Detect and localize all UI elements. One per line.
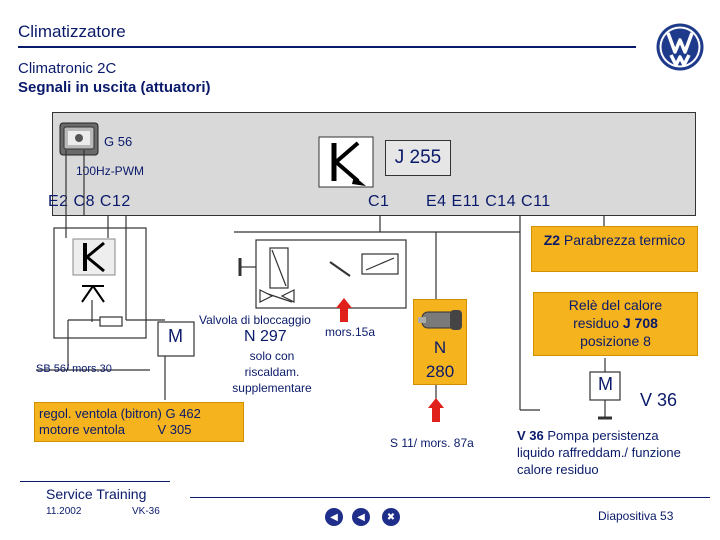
rele-line-2: residuo	[573, 315, 619, 331]
s11-label: S 11/ mors. 87a	[390, 436, 474, 450]
nav-close-icon[interactable]: ✖	[382, 508, 400, 526]
n280-num: 280	[425, 362, 455, 381]
z2-code: Z2	[543, 232, 561, 248]
fan-module-relay-icon	[72, 238, 116, 276]
rele-box	[533, 292, 698, 356]
footer-date: 11.2002	[46, 506, 82, 517]
solo-label: solo con riscaldam. supplementare	[232, 349, 312, 395]
v36-text: Pompa persistenza liquido raffreddam./ funzione calore residuo	[517, 428, 681, 477]
motor-m-left: M	[168, 326, 183, 346]
mors15-label: mors.15a	[325, 325, 376, 339]
motor-m-right: M	[598, 374, 613, 394]
rele-line-3: posizione 8	[580, 333, 651, 349]
nav-prev-icon[interactable]: ◀	[352, 508, 370, 526]
regol-code-1: G 462	[165, 406, 201, 421]
arrow-s11-icon	[428, 398, 444, 422]
g56-label: G 56	[104, 134, 133, 149]
n297-label: N 297	[244, 328, 287, 345]
nav-back-icon[interactable]: ◀	[325, 508, 343, 526]
footer-slide-number: Diapositiva 53	[598, 509, 674, 523]
valve-label: Valvola di bloccaggio	[199, 313, 311, 327]
bottom-divider	[190, 497, 710, 498]
footer-service: Service Training	[46, 486, 147, 502]
z2-box	[531, 226, 698, 272]
subtitle-line-2: Segnali in uscita (attuatori)	[18, 79, 211, 96]
v36-description	[517, 427, 697, 478]
footer-code: VK-36	[132, 506, 160, 517]
page-title: Climatizzatore	[18, 22, 126, 41]
pins-left-label: E2 C8 C12	[48, 193, 131, 210]
sb56-label: SB 56/ mors.30	[36, 363, 112, 375]
valve-n280-icon	[416, 304, 466, 336]
v36-code: V 36	[517, 428, 544, 443]
regol-line-1: regol. ventola (bitron)	[39, 406, 162, 421]
rele-code: J 708	[622, 315, 658, 331]
footer-divider	[20, 481, 170, 482]
pin-c1-label: C1	[368, 193, 390, 210]
rele-line-1: Relè del calore	[568, 297, 663, 313]
regol-box	[34, 402, 244, 442]
transistor-icon	[80, 284, 106, 304]
v36-label: V 36	[640, 390, 678, 410]
n280-n: N	[433, 338, 447, 357]
z2-text: Parabrezza termico	[563, 232, 686, 248]
resistor	[100, 317, 122, 326]
pwm-label: 100Hz-PWM	[76, 164, 145, 178]
regol-code-2: V 305	[157, 422, 192, 437]
j255-box: J 255	[385, 140, 451, 176]
regol-line-2: motore ventola	[39, 422, 125, 437]
pins-right-label: E4 E11 C14 C11	[426, 193, 551, 210]
subtitle-line-1: Climatronic 2C	[18, 60, 117, 77]
